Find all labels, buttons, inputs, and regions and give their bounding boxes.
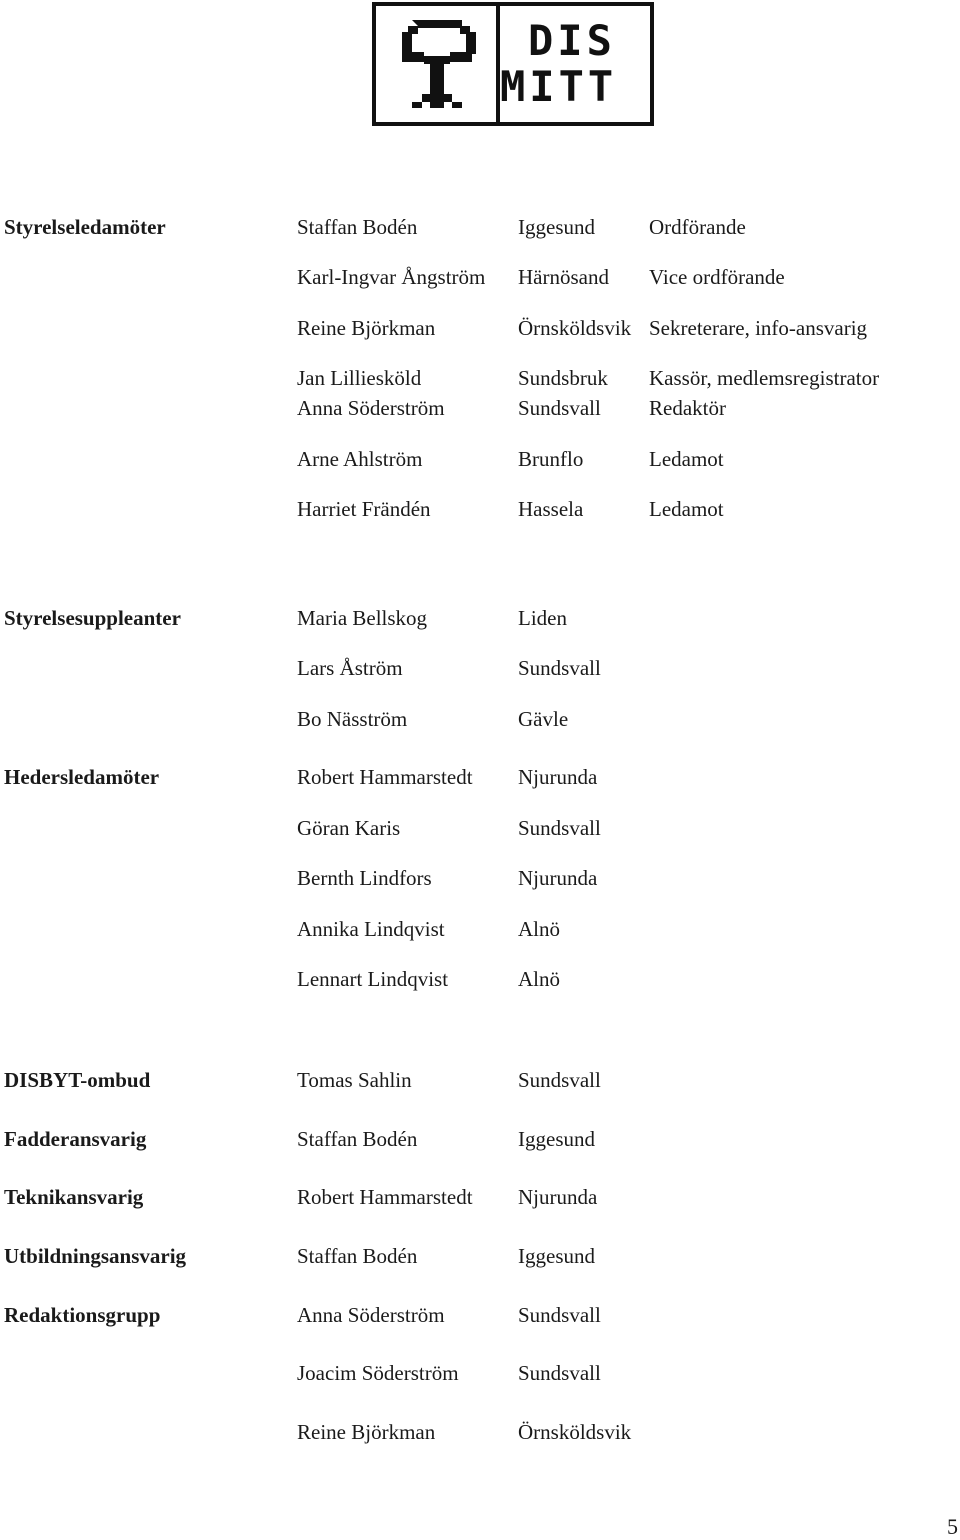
member-name: Göran Karis — [297, 816, 401, 840]
member-role: Ledamot — [649, 447, 724, 471]
member-name: Reine Björkman — [297, 1420, 436, 1444]
board-row — [0, 365, 960, 391]
member-place: Iggesund — [518, 1127, 595, 1151]
deputy-row — [0, 605, 960, 631]
member-place: Örnsköldsvik — [518, 316, 632, 340]
member-name: Bo Näsström — [297, 707, 408, 731]
member-name: Maria Bellskog — [297, 606, 428, 630]
member-name: Robert Hammarstedt — [297, 765, 473, 789]
logo-text-line2: MITT — [500, 62, 618, 111]
member-place: Sundsvall — [518, 1068, 601, 1092]
member-name: Harriet Frändén — [297, 497, 431, 521]
role-row — [0, 1184, 960, 1210]
role-row — [0, 1067, 960, 1093]
honorary-row — [0, 815, 960, 841]
member-place: Alnö — [518, 967, 560, 991]
section-heading: Teknikansvarig — [4, 1185, 144, 1209]
board-row — [0, 315, 960, 341]
member-name: Arne Ahlström — [297, 447, 423, 471]
member-place: Sundsvall — [518, 396, 601, 420]
role-row — [0, 1126, 960, 1152]
honorary-row — [0, 764, 960, 790]
section-heading: DISBYT-ombud — [4, 1068, 151, 1092]
editorial-row — [0, 1419, 960, 1445]
member-role: Ordförande — [649, 215, 746, 239]
member-place: Iggesund — [518, 215, 595, 239]
member-place: Njurunda — [518, 1185, 598, 1209]
board-row — [0, 264, 960, 290]
logo-text-line1: DIS — [528, 16, 616, 65]
member-role: Kassör, medlemsregistrator — [649, 366, 880, 390]
page-number: 5 — [947, 1514, 958, 1539]
member-name: Reine Björkman — [297, 316, 436, 340]
member-role: Redaktör — [649, 396, 726, 420]
member-role: Sekreterare, info-ansvarig — [649, 316, 868, 340]
member-name: Bernth Lindfors — [297, 866, 432, 890]
member-name: Robert Hammarstedt — [297, 1185, 473, 1209]
member-role: Vice ordförande — [649, 265, 785, 289]
member-name: Lennart Lindqvist — [297, 967, 449, 991]
member-place: Sundsvall — [518, 656, 601, 680]
member-name: Anna Söderström — [297, 396, 445, 420]
editorial-row — [0, 1302, 960, 1328]
member-place: Sundsvall — [518, 1361, 601, 1385]
section-heading: Fadderansvarig — [4, 1127, 147, 1151]
member-name: Jan Lilliesköld — [297, 366, 422, 390]
member-place: Njurunda — [518, 866, 598, 890]
member-place: Härnösand — [518, 265, 609, 289]
member-place: Brunflo — [518, 447, 584, 471]
honorary-row — [0, 966, 960, 992]
member-role: Ledamot — [649, 497, 724, 521]
member-place: Örnsköldsvik — [518, 1420, 632, 1444]
tree-icon — [402, 20, 476, 108]
honorary-row — [0, 865, 960, 891]
editorial-row — [0, 1360, 960, 1386]
board-row — [0, 496, 960, 522]
logo-text — [500, 18, 645, 118]
member-place: Sundsvall — [518, 1303, 601, 1327]
member-name: Staffan Bodén — [297, 1127, 418, 1151]
member-place: Sundsbruk — [518, 366, 608, 390]
role-row — [0, 1243, 960, 1269]
board-row — [0, 395, 960, 421]
member-name: Joacim Söderström — [297, 1361, 459, 1385]
member-name: Karl-Ingvar Ångström — [297, 265, 486, 289]
board-row — [0, 446, 960, 472]
member-place: Alnö — [518, 917, 560, 941]
member-name: Staffan Bodén — [297, 215, 418, 239]
section-heading: Styrelseledamöter — [4, 215, 166, 239]
section-heading: Styrelsesuppleanter — [4, 606, 181, 630]
member-place: Hassela — [518, 497, 584, 521]
section-heading: Hedersledamöter — [4, 765, 160, 789]
section-heading: Utbildningsansvarig — [4, 1244, 187, 1268]
member-name: Lars Åström — [297, 656, 403, 680]
member-place: Gävle — [518, 707, 569, 731]
member-name: Staffan Bodén — [297, 1244, 418, 1268]
deputy-row — [0, 655, 960, 681]
member-place: Sundsvall — [518, 816, 601, 840]
member-place: Njurunda — [518, 765, 598, 789]
deputy-row — [0, 706, 960, 732]
member-name: Annika Lindqvist — [297, 917, 445, 941]
board-row — [0, 214, 960, 240]
member-place: Liden — [518, 606, 567, 630]
member-name: Tomas Sahlin — [297, 1068, 412, 1092]
section-heading: Redaktionsgrupp — [4, 1303, 161, 1327]
member-name: Anna Söderström — [297, 1303, 445, 1327]
honorary-row — [0, 916, 960, 942]
member-place: Iggesund — [518, 1244, 595, 1268]
